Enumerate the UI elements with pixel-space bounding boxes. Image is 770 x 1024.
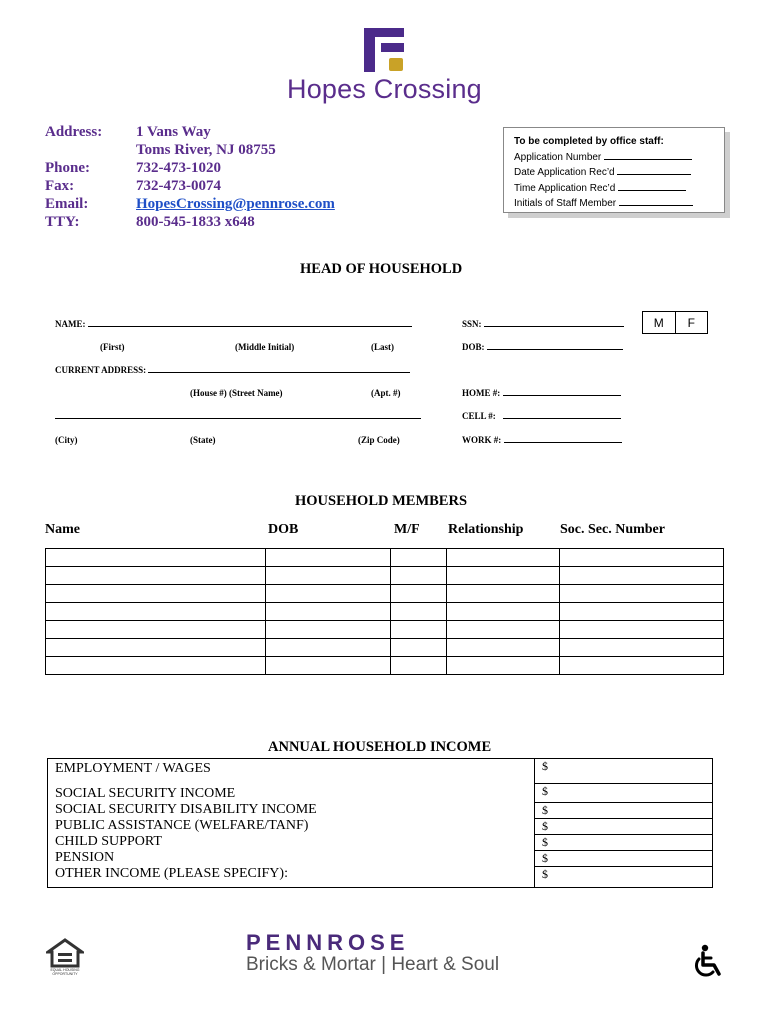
member-cell[interactable] xyxy=(266,639,391,657)
member-cell[interactable] xyxy=(266,603,391,621)
col-mf: M/F xyxy=(394,522,420,537)
income-amount-field[interactable]: $ xyxy=(535,818,713,834)
email-label: Email: xyxy=(45,196,89,212)
income-amount-field[interactable]: $ xyxy=(535,850,713,866)
dob-label: DOB: xyxy=(462,342,485,352)
income-label: SOCIAL SECURITY INCOME xyxy=(48,783,535,802)
wheelchair-icon xyxy=(692,944,726,978)
tty-label: TTY: xyxy=(45,214,80,230)
table-row xyxy=(46,639,724,657)
email-link[interactable]: HopesCrossing@pennrose.com xyxy=(136,196,335,212)
head-of-household-title: HEAD OF HOUSEHOLD xyxy=(300,261,463,277)
middle-caption: (Middle Initial) xyxy=(235,342,295,352)
hopes-crossing-logo-mark xyxy=(364,28,404,72)
tty-value: 800-545-1833 x648 xyxy=(136,214,255,230)
member-cell[interactable] xyxy=(46,621,266,639)
address-line2: Toms River, NJ 08755 xyxy=(136,142,276,158)
member-cell[interactable] xyxy=(560,639,724,657)
pennrose-logo: PENNROSE xyxy=(246,930,410,955)
office-line-label: Date Application Rec’d xyxy=(514,167,615,178)
member-cell[interactable] xyxy=(447,639,560,657)
income-table xyxy=(47,758,713,888)
ssn-field[interactable] xyxy=(462,319,624,329)
last-caption: (Last) xyxy=(371,342,394,352)
house-street-caption: (House #) (Street Name) xyxy=(190,388,283,398)
table-row xyxy=(46,621,724,639)
income-label: CHILD SUPPORT xyxy=(48,834,535,850)
col-name: Name xyxy=(45,522,80,537)
income-row xyxy=(48,850,713,866)
member-cell[interactable] xyxy=(560,621,724,639)
state-caption: (State) xyxy=(190,435,216,445)
income-label: OTHER INCOME (PLEASE SPECIFY): xyxy=(48,866,535,888)
income-amount-field[interactable]: $ xyxy=(535,802,713,818)
member-cell[interactable] xyxy=(266,549,391,567)
address-label: Address: xyxy=(45,124,103,140)
office-box-title: To be completed by office staff: xyxy=(514,136,664,147)
first-caption: (First) xyxy=(100,342,125,352)
income-label: PUBLIC ASSISTANCE (WELFARE/TANF) xyxy=(48,818,535,834)
name-label: NAME: xyxy=(55,319,86,329)
table-row xyxy=(46,567,724,585)
income-row xyxy=(48,866,713,888)
equal-housing-text: EQUAL HOUSING OPPORTUNITY xyxy=(50,968,80,976)
sex-selector[interactable] xyxy=(642,311,708,334)
brand-name: Hopes Crossing xyxy=(287,74,482,104)
income-amount-field[interactable]: $ xyxy=(535,834,713,850)
office-line-application-number[interactable] xyxy=(514,150,724,166)
name-field[interactable] xyxy=(55,319,412,329)
work-phone-field[interactable] xyxy=(462,435,622,445)
member-cell[interactable] xyxy=(447,585,560,603)
member-cell[interactable] xyxy=(391,639,447,657)
office-line-initials[interactable] xyxy=(514,196,724,212)
sex-m-option[interactable]: M xyxy=(643,312,676,333)
member-cell[interactable] xyxy=(266,567,391,585)
income-row xyxy=(48,783,713,802)
address-line1: 1 Vans Way xyxy=(136,124,211,140)
col-dob: DOB xyxy=(268,522,299,537)
phone-label: Phone: xyxy=(45,160,90,176)
member-cell[interactable] xyxy=(560,603,724,621)
member-cell[interactable] xyxy=(560,657,724,675)
income-amount-field[interactable]: $ xyxy=(535,783,713,802)
income-amount-field[interactable]: $ xyxy=(535,759,713,784)
dob-field[interactable] xyxy=(462,342,623,352)
member-cell[interactable] xyxy=(266,621,391,639)
member-cell[interactable] xyxy=(391,657,447,675)
member-cell[interactable] xyxy=(447,621,560,639)
annual-income-title: ANNUAL HOUSEHOLD INCOME xyxy=(268,739,492,755)
income-row xyxy=(48,834,713,850)
table-row xyxy=(46,549,724,567)
current-address-field[interactable] xyxy=(55,365,410,375)
city-caption: (City) xyxy=(55,435,78,445)
member-cell[interactable] xyxy=(391,567,447,585)
ssn-label: SSN: xyxy=(462,319,482,329)
member-cell[interactable] xyxy=(560,585,724,603)
zip-caption: (Zip Code) xyxy=(358,435,400,445)
office-staff-box xyxy=(503,127,725,213)
current-address-label: CURRENT ADDRESS: xyxy=(55,365,147,375)
cell-phone-label: CELL #: xyxy=(462,411,496,421)
col-ssn: Soc. Sec. Number xyxy=(560,522,665,537)
home-phone-field[interactable] xyxy=(462,388,621,398)
table-row xyxy=(46,603,724,621)
member-cell[interactable] xyxy=(46,549,266,567)
fax-value: 732-473-0074 xyxy=(136,178,221,194)
member-cell[interactable] xyxy=(391,603,447,621)
fax-label: Fax: xyxy=(45,178,75,194)
member-cell[interactable] xyxy=(560,567,724,585)
address-line2-field[interactable] xyxy=(55,411,421,421)
member-cell[interactable] xyxy=(46,585,266,603)
table-row xyxy=(46,657,724,675)
member-cell[interactable] xyxy=(46,657,266,675)
member-cell[interactable] xyxy=(391,549,447,567)
office-line-label: Time Application Rec’d xyxy=(514,182,616,194)
apt-caption: (Apt. #) xyxy=(371,388,401,398)
col-relationship: Relationship xyxy=(448,522,524,537)
member-cell[interactable] xyxy=(447,549,560,567)
member-cell[interactable] xyxy=(447,603,560,621)
work-phone-label: WORK #: xyxy=(462,435,502,445)
income-row xyxy=(48,802,713,818)
cell-phone-field[interactable] xyxy=(462,411,621,421)
office-line-time[interactable] xyxy=(514,181,724,197)
income-label: PENSION xyxy=(48,850,535,866)
income-amount-field[interactable]: $ xyxy=(535,866,713,888)
phone-value: 732-473-1020 xyxy=(136,160,221,176)
member-cell[interactable] xyxy=(266,585,391,603)
member-cell[interactable] xyxy=(447,657,560,675)
household-members-table xyxy=(45,548,724,675)
income-row xyxy=(48,818,713,834)
member-cell[interactable] xyxy=(46,567,266,585)
office-line-date[interactable] xyxy=(514,165,724,181)
table-row xyxy=(46,585,724,603)
member-cell[interactable] xyxy=(46,603,266,621)
home-phone-label: HOME #: xyxy=(462,388,501,398)
member-cell[interactable] xyxy=(391,621,447,639)
member-cell[interactable] xyxy=(447,567,560,585)
member-cell[interactable] xyxy=(560,549,724,567)
member-cell[interactable] xyxy=(46,639,266,657)
income-label: EMPLOYMENT / WAGES xyxy=(48,759,535,784)
member-cell[interactable] xyxy=(266,657,391,675)
office-line-label: Application Number xyxy=(514,151,602,163)
sex-f-option[interactable]: F xyxy=(687,315,695,330)
income-row xyxy=(48,759,713,784)
member-cell[interactable] xyxy=(391,585,447,603)
household-members-title: HOUSEHOLD MEMBERS xyxy=(295,493,468,509)
pennrose-tagline: Bricks & Mortar | Heart & Soul xyxy=(246,954,500,975)
office-line-label: Initials of Staff Member xyxy=(514,198,617,209)
income-label: SOCIAL SECURITY DISABILITY INCOME xyxy=(48,802,535,818)
